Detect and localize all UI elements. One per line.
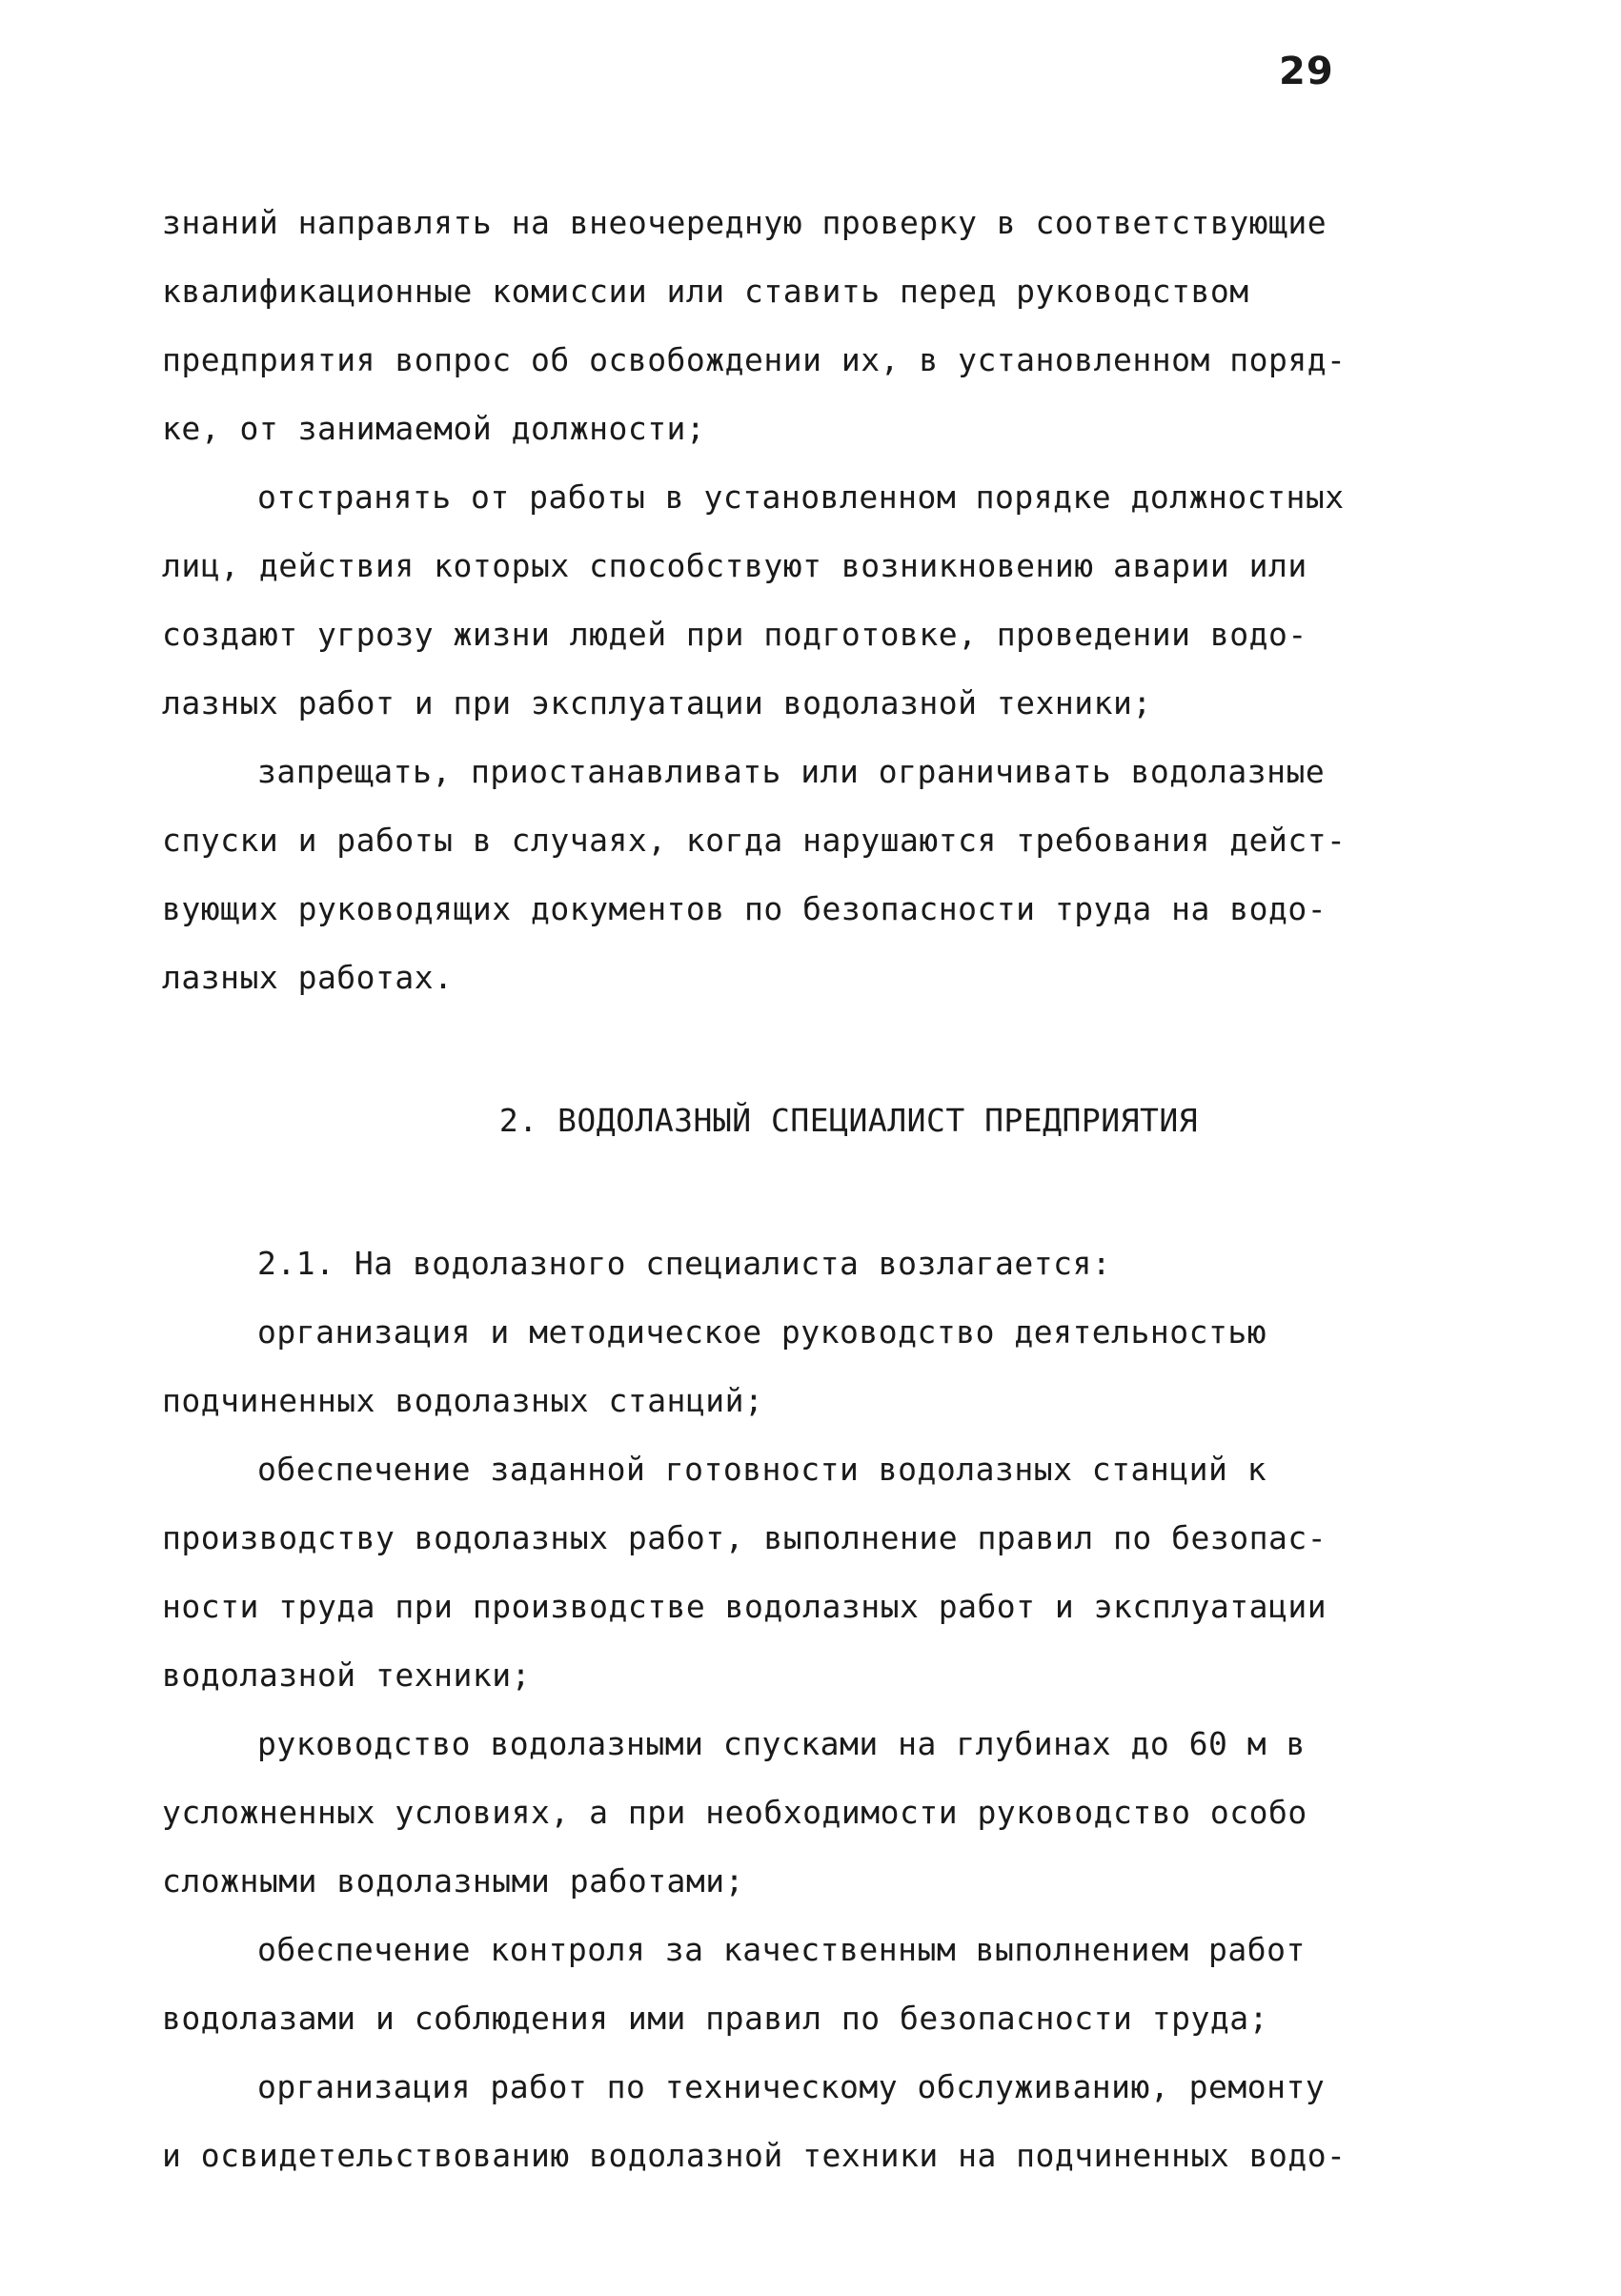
text-line: запрещать, приостанавливать или ограничивать водолазные	[257, 753, 1326, 790]
text-line: отстранять от работы в установленном порядке должностных	[257, 478, 1345, 516]
body-text-block-2	[162, 1229, 1468, 2190]
text-line: создают угрозу жизни людей при подготовке, проведении водо-	[162, 616, 1307, 653]
text-line: вующих руководящих документов по безопасности труда на водо-	[162, 890, 1327, 927]
page-number: 29	[1279, 50, 1334, 93]
text-line: 2.1. На водолазного специалиста возлагается:	[257, 1245, 1112, 1282]
text-line: руководство водолазными спусками на глубинах до 60 м в	[257, 1725, 1306, 1762]
text-line: и освидетельствованию водолазной техники на подчиненных водо-	[162, 2137, 1347, 2174]
text-line: квалификационные комиссии или ставить перед руководством	[162, 273, 1249, 310]
text-line: усложненных условиях, а при необходимости руководство особо	[162, 1794, 1307, 1831]
text-line: предприятия вопрос об освобождении их, в установленном поряд-	[162, 341, 1347, 378]
text-line: лазных работах.	[162, 959, 454, 996]
text-line: производству водолазных работ, выполнение правил по безопас-	[162, 1519, 1327, 1556]
text-line: ке, от занимаемой должности;	[162, 410, 706, 447]
text-line: лазных работ и при эксплуатации водолазной техники;	[162, 684, 1152, 721]
text-line: спуски и работы в случаях, когда нарушаются требования дейст-	[162, 822, 1347, 859]
text-line: обеспечение контроля за качественным выполнением работ	[257, 1931, 1306, 1968]
text-line: организация и методическое руководство деятельностью	[257, 1313, 1267, 1351]
text-line: ности труда при производстве водолазных работ и эксплуатации	[162, 1588, 1327, 1625]
text-line: лиц, действия которых способствуют возникновению аварии или	[162, 547, 1307, 584]
text-line: организация работ по техническому обслуживанию, ремонту	[257, 2068, 1326, 2105]
text-line: знаний направлять на внеочередную проверку в соответствующие	[162, 204, 1327, 241]
text-line: подчиненных водолазных станций;	[162, 1382, 764, 1419]
text-line: сложными водолазными работами;	[162, 1862, 745, 1900]
body-text-block-1	[162, 189, 1468, 1012]
text-line: водолазами и соблюдения ими правил по безопасности труда;	[162, 2000, 1268, 2037]
text-line: водолазной техники;	[162, 1656, 531, 1694]
text-line: обеспечение заданной готовности водолазных станций к	[257, 1451, 1267, 1488]
section-heading: 2. ВОДОЛАЗНЫЙ СПЕЦИАЛИСТ ПРЕДПРИЯТИЯ	[498, 1102, 1199, 1139]
